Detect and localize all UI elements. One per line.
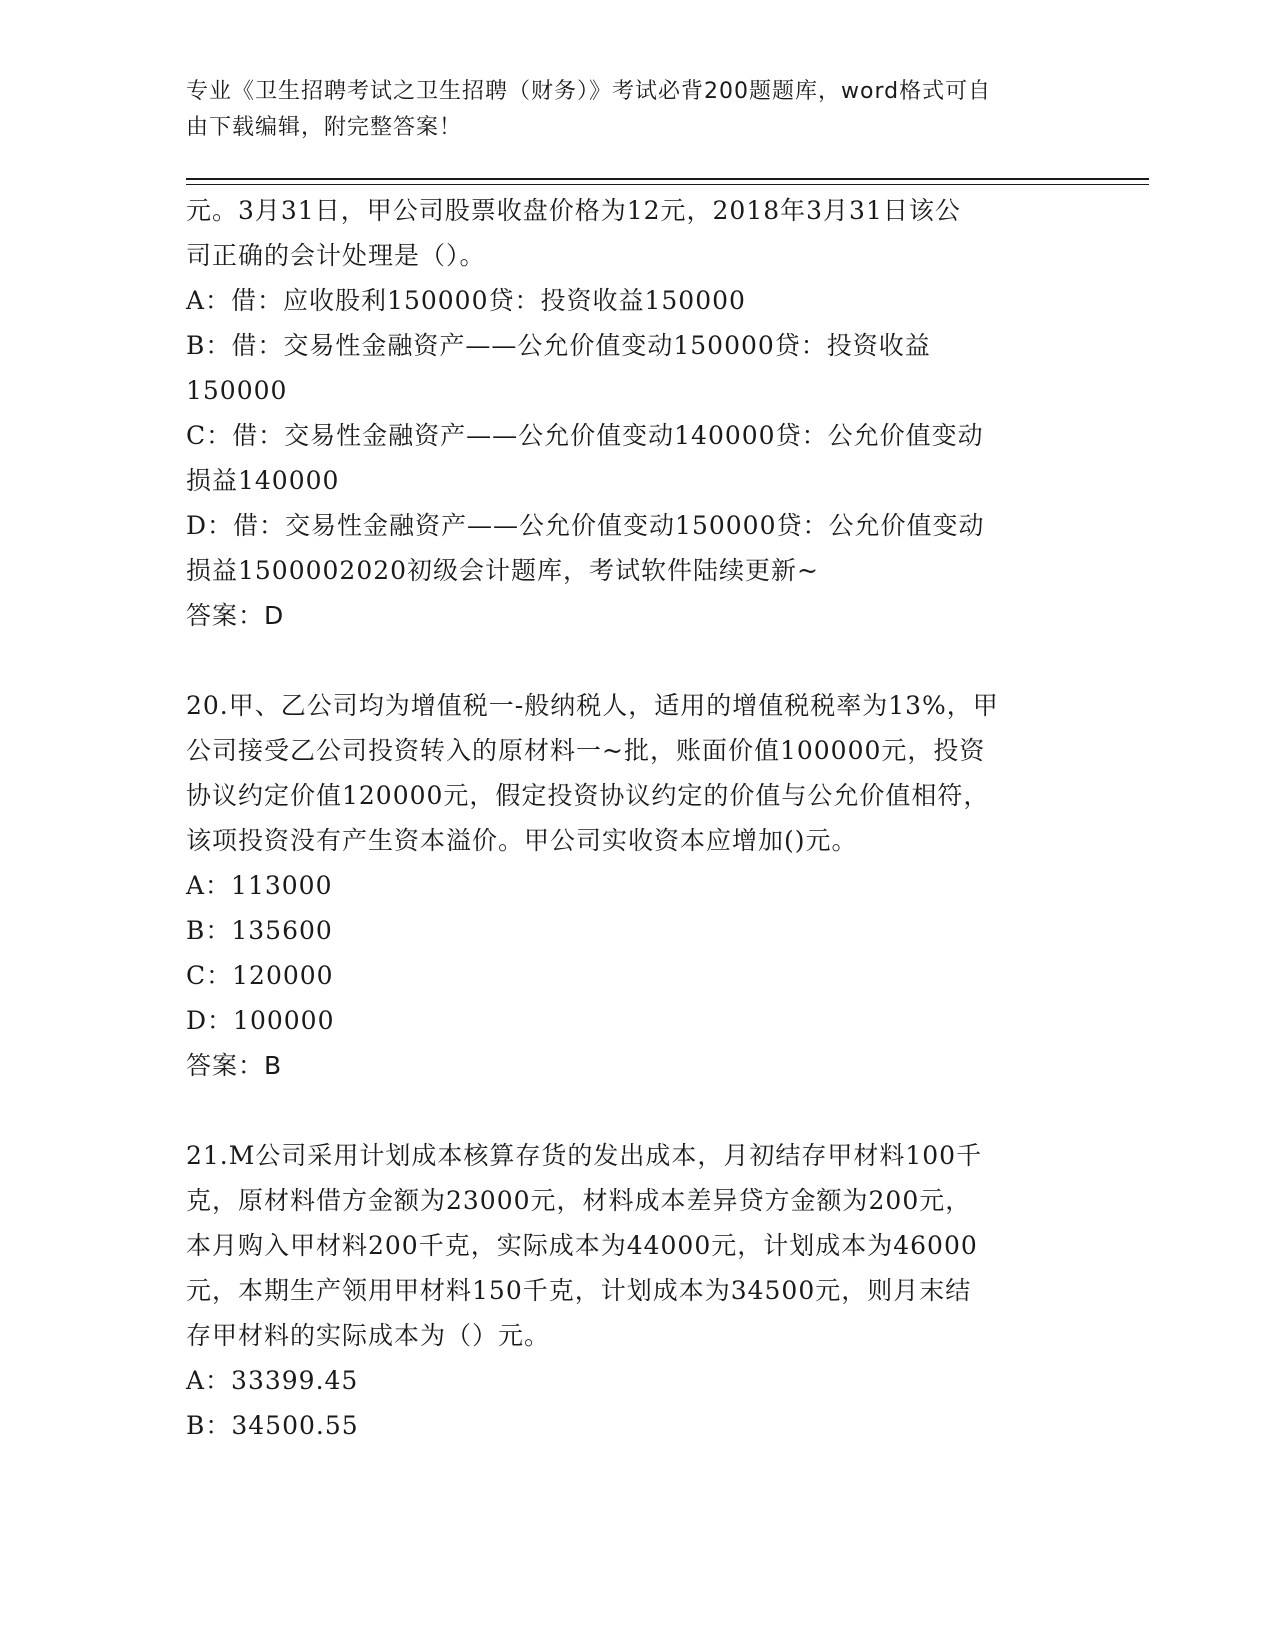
header-title-line-2: 由下载编辑，附完整答案！ [186, 115, 463, 140]
option-a: A：借：应收股利150000贷：投资收益150000 [186, 286, 746, 315]
question-stem-line: 司正确的会计处理是（）。 [186, 241, 486, 270]
question-stem-line: 元，本期生产领用甲材料150千克，计划成本为34500元，则月末结 [186, 1276, 972, 1305]
option-d: D：借：交易性金融资产——公允价值变动150000贷：公允价值变动 [186, 511, 985, 540]
answer-label: 答案：D [186, 601, 285, 630]
option-a: A：33399.45 [186, 1366, 359, 1395]
question-stem-line: 克，原材料借方金额为23000元，材料成本差异贷方金额为200元， [186, 1186, 972, 1215]
question-stem-line: 20.甲、乙公司均为增值税一-般纳税人，适用的增值税税率为13%，甲 [186, 691, 999, 720]
option-b: B：135600 [186, 916, 333, 945]
option-c: C：借：交易性金融资产——公允价值变动140000贷：公允价值变动 [186, 421, 984, 450]
question-stem-line: 协议约定价值120000元，假定投资协议约定的价值与公允价值相符， [186, 781, 990, 810]
option-b: B：借：交易性金融资产——公允价值变动150000贷：投资收益 [186, 331, 931, 360]
question-19 [186, 188, 1106, 638]
option-d-continued: 损益1500002020初级会计题库，考试软件陆续更新~ [186, 556, 820, 585]
header-title-line-1: 专业《卫生招聘考试之卫生招聘（财务）》考试必背200题题库，word格式可自 [186, 79, 992, 104]
document-header [186, 74, 1086, 146]
question-spacer [186, 1088, 1106, 1133]
option-a: A：113000 [186, 871, 333, 900]
document-body [186, 188, 1106, 1448]
question-stem-line: 存甲材料的实际成本为（）元。 [186, 1321, 551, 1350]
question-stem-line: 本月购入甲材料200千克，实际成本为44000元，计划成本为46000 [186, 1231, 978, 1260]
option-c: C：120000 [186, 961, 334, 990]
question-spacer [186, 638, 1106, 683]
question-20 [186, 683, 1106, 1088]
answer-label: 答案：B [186, 1051, 283, 1080]
question-stem-line: 该项投资没有产生资本溢价。甲公司实收资本应增加()元。 [186, 826, 858, 855]
header-divider-thick [186, 178, 1149, 180]
option-b-continued: 150000 [186, 376, 288, 405]
option-d: D：100000 [186, 1006, 335, 1035]
question-stem-line: 元。3月31日，甲公司股票收盘价格为12元，2018年3月31日该公 [186, 196, 961, 225]
option-c-continued: 损益140000 [186, 466, 340, 495]
question-21 [186, 1133, 1106, 1448]
header-divider-thin [186, 184, 1149, 185]
question-stem-line: 公司接受乙公司投资转入的原材料一~批，账面价值100000元，投资 [186, 736, 986, 765]
option-b: B：34500.55 [186, 1411, 359, 1440]
question-stem-line: 21.M公司采用计划成本核算存货的发出成本，月初结存甲材料100千 [186, 1141, 983, 1170]
